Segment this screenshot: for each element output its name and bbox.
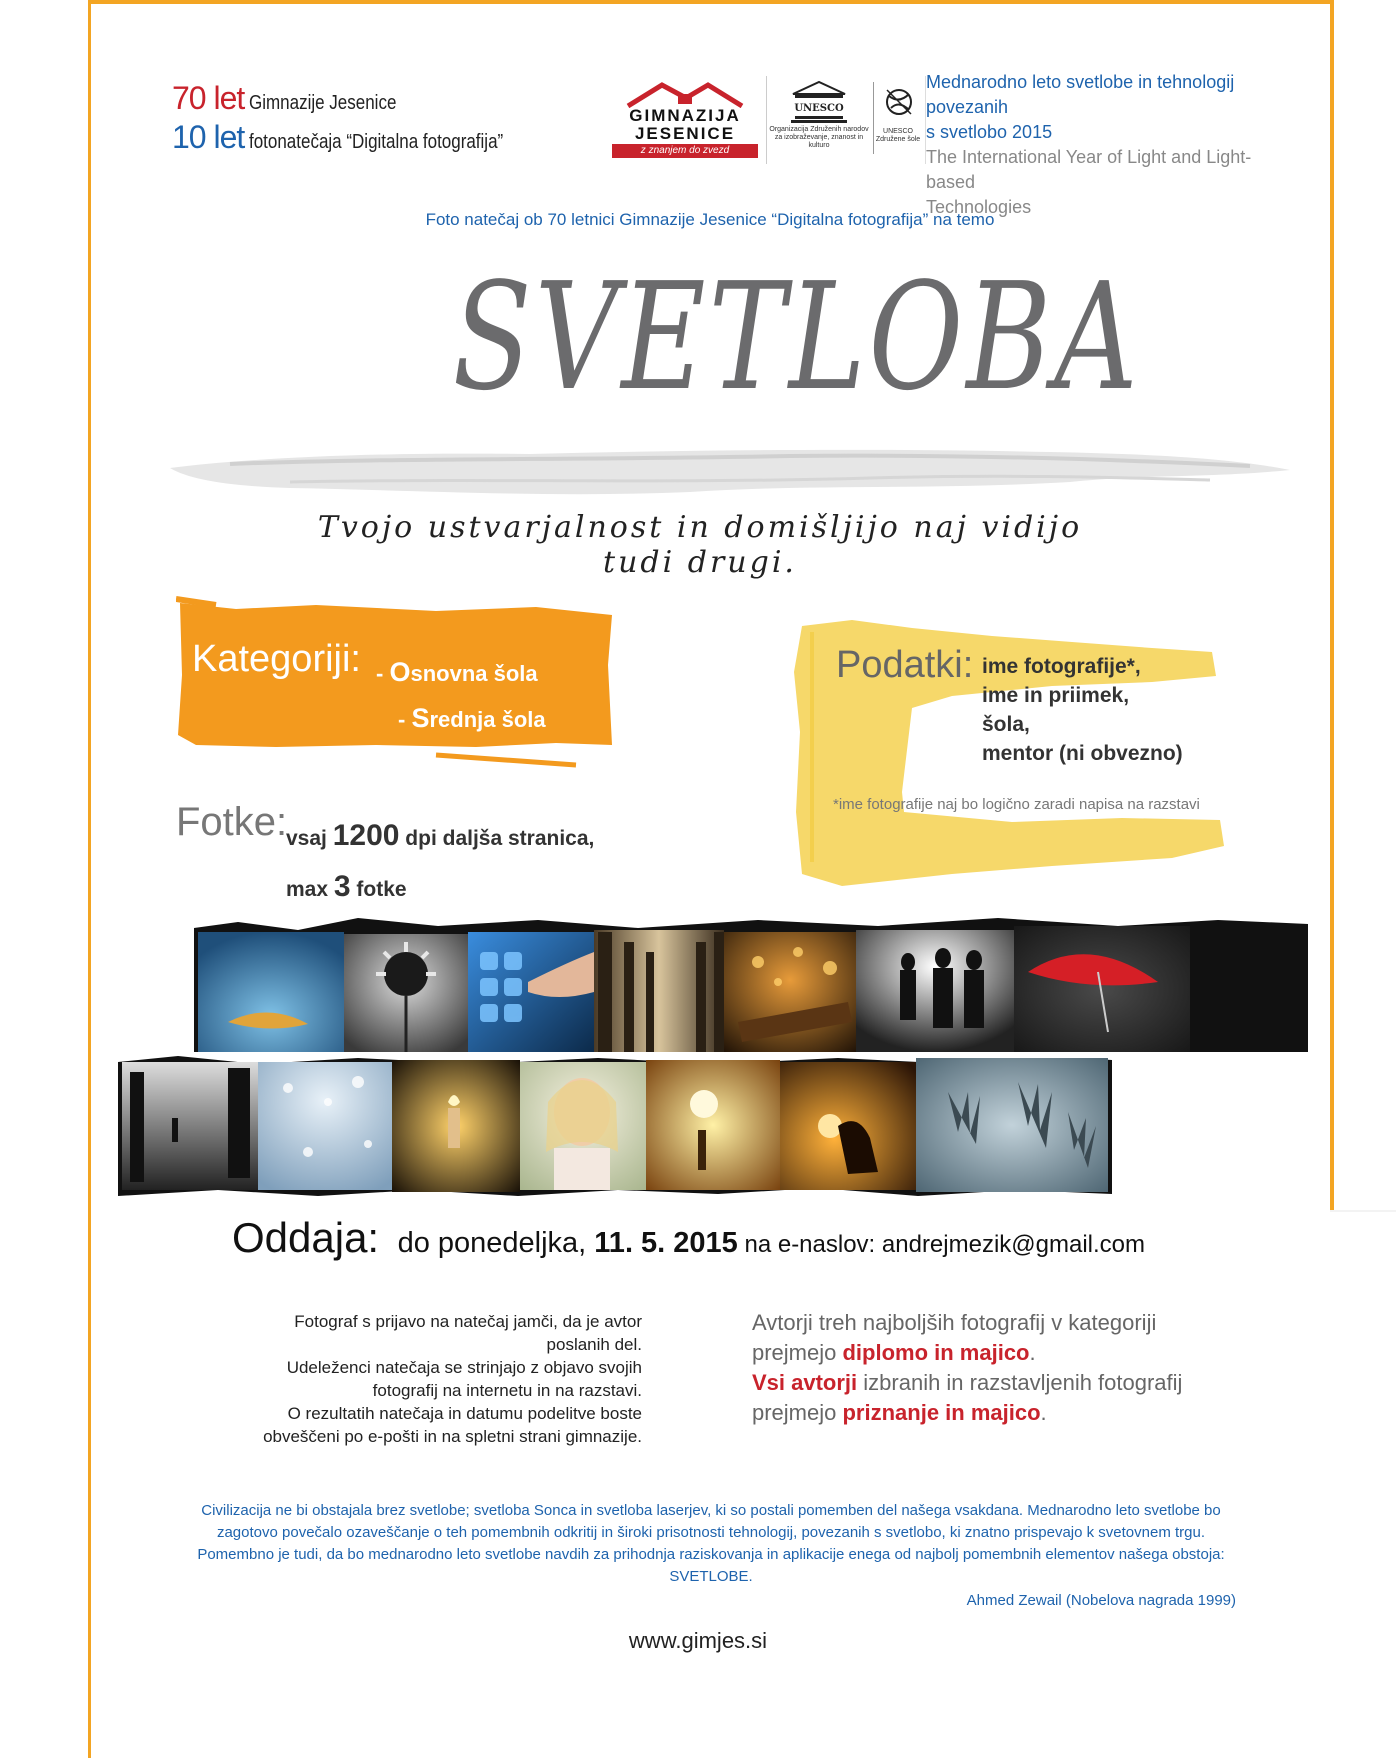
prizes-text xyxy=(752,1308,1212,1428)
prizes-line: Vsi avtorji izbranih in razstavljenih fotografij xyxy=(752,1370,1183,1395)
logo-line-2: JESENICE xyxy=(634,124,736,143)
globe-icon xyxy=(881,84,917,124)
logo-tagline: z znanjem do zvezd xyxy=(612,144,758,158)
quote-line: Civilizacija ne bi obstajala brez svetlobe; svetloba Sonca in svetloba laserjev, ki so postali pomemben del našega vsakdana. Mednarodno leto svetlobe bo xyxy=(201,1502,1221,1519)
terms-line: Udeleženci natečaja se strinjajo z objavo svojih xyxy=(286,1358,642,1377)
logo-line-1: GIMNAZIJA xyxy=(629,106,741,125)
photos-resolution: vsaj 1200 dpi daljša stranica, xyxy=(286,819,595,852)
anniversary-text: fotonatečaja “Digitalna fotografija” xyxy=(248,131,503,153)
unesco-temple-icon xyxy=(789,80,849,124)
anniversary-line-contest xyxy=(172,121,548,160)
photo-raindrops xyxy=(258,1062,392,1190)
unesco-logo xyxy=(766,76,926,164)
photos-requirements xyxy=(286,812,594,914)
terms-line: fotografij na internetu in na razstavi. xyxy=(372,1381,642,1400)
anniversary-block xyxy=(172,82,548,160)
categories-label: Kategoriji: xyxy=(192,638,361,680)
page-border-left xyxy=(88,0,91,1758)
anniversary-line-gimnazija xyxy=(172,82,548,121)
photo-hands-shadow xyxy=(916,1058,1108,1192)
website-link[interactable]: www.gimjes.si xyxy=(628,1628,768,1653)
house-roof-icon xyxy=(622,82,748,108)
prizes-line: prejmejo diplomo in majico. xyxy=(752,1340,1036,1365)
terms-line: O rezultatih natečaja in datumu podelitve boste xyxy=(287,1404,642,1423)
photo-red-umbrella xyxy=(1014,926,1190,1052)
photo-water-leaf xyxy=(198,932,344,1052)
data-field-item: ime in priimek, xyxy=(982,684,1130,707)
data-fields-note: *ime fotografije naj bo logično zaradi napisa na razstavi xyxy=(833,796,1200,813)
category-item: - Osnovna šola xyxy=(376,657,538,687)
prizes-line: Avtorji treh najboljših fotografij v kategoriji xyxy=(752,1310,1157,1335)
quote-author: Ahmed Zewail (Nobelova nagrada 1999) xyxy=(966,1592,1236,1609)
submission-email: na e-naslov: andrejmezik@gmail.com xyxy=(737,1231,1146,1258)
data-fields-label: Podatki: xyxy=(836,644,974,686)
submission-date: 11. 5. 2015 xyxy=(594,1227,738,1259)
year-of-light-block xyxy=(926,70,1276,220)
quote-line: Pomembno je tudi, da bo mednarodno leto svetlobe navdih za prihodnja raziskovanja in aplikacije enega od najbolj pomembnih elementov našega obstoja: xyxy=(197,1546,1225,1563)
terms-line: poslanih del. xyxy=(546,1335,642,1354)
tagline: Tvojo ustvarjalnost in domišljijo naj vidijo tudi drugi. xyxy=(317,510,1083,580)
data-fields-list xyxy=(982,652,1183,768)
unesco-schools-text: UNESCO Združene šole xyxy=(875,128,921,143)
data-field-item: mentor (ni obvezno) xyxy=(982,742,1183,765)
photo-collage xyxy=(118,912,1316,1202)
photos-max-count: max 3 fotke xyxy=(286,870,407,903)
data-field-item: ime fotografije*, xyxy=(982,655,1141,678)
unesco-temple-text: UNESCO xyxy=(794,103,844,114)
categories-list xyxy=(376,650,546,742)
submission-line xyxy=(232,1214,1145,1262)
category-item: - Srednja šola xyxy=(398,703,546,733)
terms-line: obveščeni po e-pošti in na spletni strani gimnazije. xyxy=(263,1427,642,1446)
unesco-org-text: Organizacija Združenih narodov za izobraževanje, znanost in kulturo xyxy=(769,126,869,149)
terms-line: Fotograf s prijavo na natečaj jamči, da je avtor xyxy=(294,1312,642,1331)
year-of-light-sl-line: s svetlobo 2015 xyxy=(926,122,1053,142)
anniversary-number: 10 let xyxy=(172,119,245,155)
anniversary-number: 70 let xyxy=(172,80,245,116)
contest-subtitle: Foto natečaj ob 70 letnici Gimnazije Jesenice “Digitalna fotografija” na temo xyxy=(425,210,995,229)
submission-label: Oddaja: xyxy=(232,1214,380,1261)
data-field-item: šola, xyxy=(982,713,1030,736)
terms-text xyxy=(190,1310,642,1448)
prizes-line: prejmejo priznanje in majico. xyxy=(752,1400,1047,1425)
quote-line: SVETLOBE. xyxy=(669,1568,753,1585)
year-of-light-en-line: The International Year of Light and Light-based xyxy=(926,147,1252,192)
year-of-light-sl-line: Mednarodno leto svetlobe in tehnologij povezanih xyxy=(926,72,1235,117)
brush-stroke xyxy=(170,438,1290,504)
photo-foggy-sun xyxy=(646,1060,780,1190)
anniversary-text: Gimnazije Jesenice xyxy=(248,92,397,114)
quote-line: zagotovo povečalo ozaveščanje o teh pomembnih odkritij in široki prisotnosti tehnologij, povezanih s svetlobo, ki znatno prispevajo k svetovnem trgu. xyxy=(216,1524,1206,1541)
page-border-right xyxy=(1330,0,1334,1210)
unesco-divider xyxy=(873,82,874,154)
quote-text xyxy=(176,1500,1246,1588)
year-of-light-en-line: Technologies xyxy=(926,197,1032,217)
page-title: SVETLOBA xyxy=(452,251,1141,423)
gimnazija-jesenice-logo xyxy=(612,82,758,160)
page-border-top xyxy=(88,0,1334,4)
photos-label: Fotke: xyxy=(176,800,288,844)
submission-deadline-prefix: do ponedeljka, xyxy=(397,1227,595,1259)
divider-line xyxy=(1330,1210,1396,1212)
